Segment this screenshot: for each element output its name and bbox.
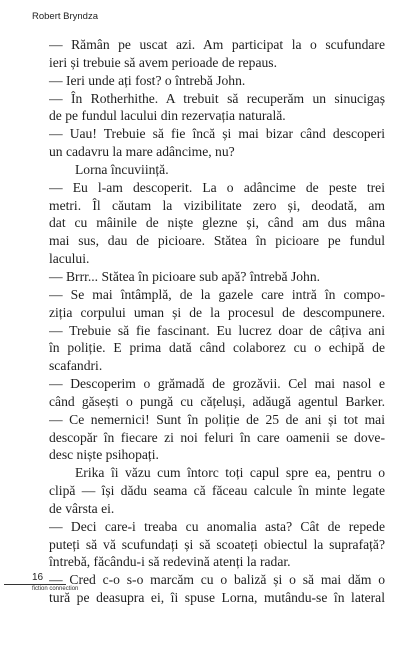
text-line: — Ieri unde ați fost? o întrebă John. [49,72,246,88]
text-line: Erika îi văzu cum întorc toți capul spre ea, pentru o [75,465,385,481]
text-line: — Eu l-am descoperit. La o adâncime de peste trei [49,179,385,195]
text-line: — Trebuie să fie fascinant. Eu lucrez doar de câțiva ani [49,322,385,338]
text-line: metri. Îl căutam la vizibilitate zero și, deodată, am [49,197,385,213]
page-number: 16 [32,572,44,583]
text-line: în poliție. E prima dată când colaborez cu o echipă de [49,340,385,356]
text-line: de vârsta ei. [49,500,115,516]
text-line: — Rămân pe uscat azi. Am participat la o scufundare [49,37,385,52]
text-line: scafandri. [49,358,103,374]
text-line: tură pe deasupra ei, îi spuse Lorna, mutându-se în lateral [49,590,385,606]
running-header-author: Robert Bryndza [32,11,99,22]
text-line: mai sus, dau de picioare. Stătea în picioare pe fundul [49,233,385,249]
text-line: — Descoperim o grămadă de grozăvii. Cel mai nasol e [49,376,385,392]
footer-divider [4,584,66,585]
text-line: întrebă, făcându-i să redevină atenți la radar. [49,554,291,570]
text-line: — Deci care-i treaba cu anomalia asta? Cât de repede [49,518,385,534]
text-line: Lorna încuviință. [75,161,169,177]
text-line: un cadavru la mare adâncime, nu? [49,144,235,160]
text-line: clipă — își dădu seama că făceau calcule în minte legate [49,483,385,499]
text-line: descopăr în fiecare zi noi feluri în care oamenii se dove- [49,429,385,445]
text-line: lacului. [49,251,90,267]
text-line: de pe fundul lacului din rezervația naturală. [49,108,286,124]
text-line: ziția corpului uman și de la procesul de descompunere. [49,304,385,320]
text-line: puteți să vă scufundați și să scoateți obiectul la suprafață? [49,536,385,552]
text-line: — Uau! Trebuie să fie încă și mai bizar când descoperi [49,126,385,142]
text-line: — În Rotherhithe. A trebuit să recuperăm un sinucigaș [49,90,385,106]
text-line: ieri și trebuie să avem perioade de repaus. [49,54,277,70]
imprint-label: fiction connection [32,586,79,592]
text-line: — Brrr... Stătea în picioare sub apă? întrebă John. [49,268,321,284]
text-line: când găsești o pungă cu cățeluși, adăugă agentul Barker. [49,393,385,409]
text-line: — Cred c-o s-o marcăm cu o baliză și o să mai dăm o [49,572,385,588]
text-line: — Se mai întâmplă, de la gazele care intră în compo- [49,286,385,302]
book-page-text [49,36,385,607]
text-line: desc niște psihopați. [49,447,159,463]
text-line: — Ce nemernici! Sunt în poliție de 25 de ani și tot mai [49,411,385,427]
text-line: dat cu mâinile de niște glezne și, când am dus mâna [49,215,385,231]
